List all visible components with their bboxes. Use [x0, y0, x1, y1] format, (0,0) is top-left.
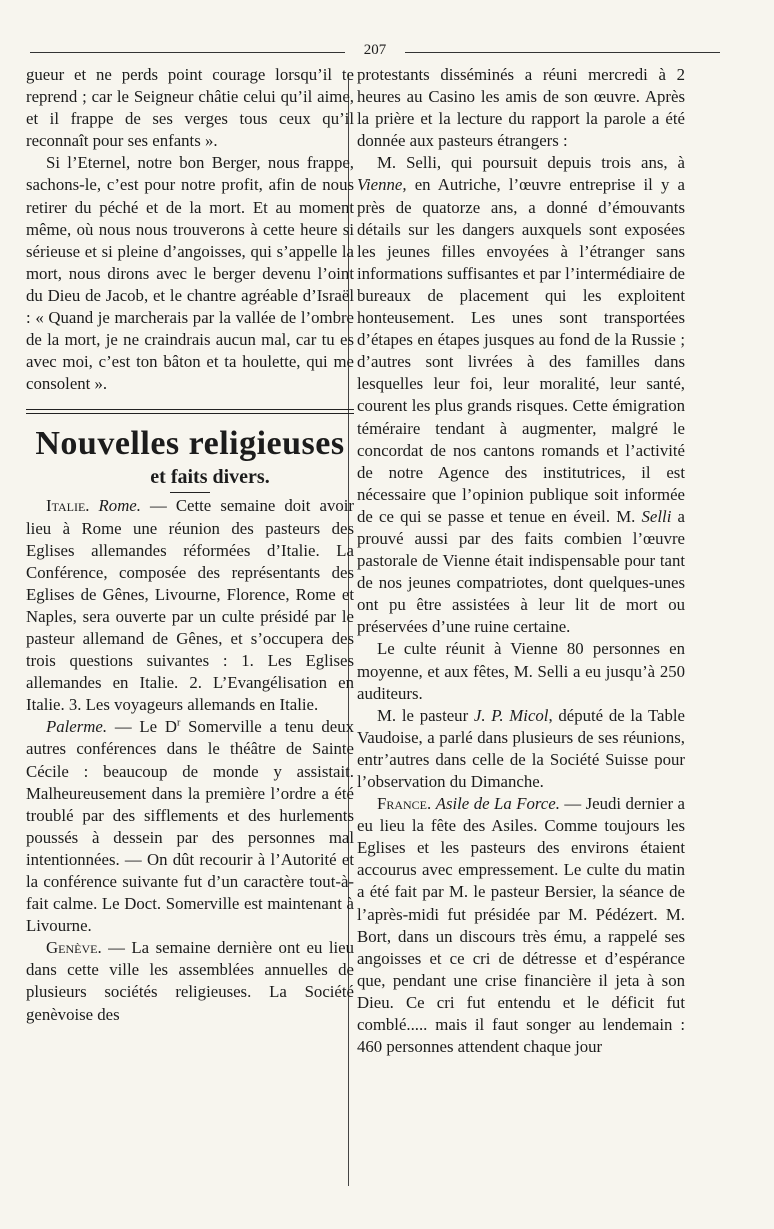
news-palerme [26, 716, 354, 937]
left-column [26, 64, 354, 1026]
selli-text-c: a prouvé aussi par des faits combien l’œuvre pastorale de Vienne était indispensable pour tant de nos jeunes compatriotes, dont quelques-unes ont pu être assistées à leur lit de mort ou préservées d’une ruine certaine. [357, 506, 685, 637]
news-france [357, 793, 685, 1058]
paragraph-continuation: gueur et ne perds point courage lorsqu’il te reprend ; car le Seigneur châtie celui qu’il aime, et il frappe de ses verges tous ceux qu’il reconnaît pour ses enfants ». [26, 65, 354, 151]
selli-text-b: en Autriche, l’œuvre entreprise il y a près de quatorze ans, a donné d’émouvants détails sur les dangers auxquels sont exposées les jeunes filles envoyées à l’étranger sans informations suffisantes et par l’intermédiaire de bureaux de placement qui les exploitent honteusement. Les unes sont transportées d’étapes en étapes jusques au fond de la Russie ; d’autres sont livrées à des familles dans lesquelles leur foi, leur moralité, leur santé, courent les plus grands risques. Cette émigration téméraire tendant à augmenter, malgré le concordat de nos cantons romands et l’activité de notre Agence des institutrices, il est nécessaire que l’opinion publique soit informée de ce qui se passe et tenue en éveil. M. [357, 175, 685, 526]
paragraph-eternel: Si l’Eternel, notre bon Berger, nous frappe, sachons-le, c’est pour notre profit, afin de nous retirer du péché et de la mort. Et au moment même, où nous nous trouverons à cette heure si sérieuse et si pleine d’angoisses, qui s’appelle la mort, nous dirons avec le berger devenu l’oint du Dieu de Jacob, et le chantre agréable d’Israël : « Quand je marcherais par la vallée de l’ombre de la mort, je ne craindrais aucun mal, car tu es avec moi, c’est ton bâton et ta houlette, qui me consolent ». [26, 153, 354, 394]
section-separator [26, 409, 354, 414]
news-geneve [26, 937, 354, 1025]
micol-text-a: M. le pasteur [377, 705, 474, 725]
right-column [357, 64, 685, 1058]
header-rule-right [405, 52, 720, 53]
header-rule-left [30, 52, 345, 53]
section-title: Nouvelles religieuses [35, 425, 345, 463]
micol-name: J. P. Micol [473, 705, 549, 725]
selli-name: M. Selli [377, 153, 437, 173]
country-label-italie: Italie. [46, 496, 90, 516]
place-vienne: Vienne, [357, 175, 407, 195]
news-palerme-text-a: — Le D [107, 717, 177, 737]
section-subtitle: et faits divers. [150, 466, 270, 489]
place-asile-la-force: Asile de La Force. [435, 794, 560, 814]
news-italie-text: — Cette semaine doit avoir lieu à Rome une réunion des pasteurs des Eglises allemandes réformées d’Italie. La Conférence, composée des représentants des Eglises de Gênes, Livourne, Florence, Rome et Naples, sera ouverte par un culte présidé par le pasteur allemand de Gênes, et s’occupera des trois questions suivantes : 1. Les Eglises allemandes en Italie. 2. L’Evangélisation en Italie. 3. Les voyageurs allemands en Italie. [26, 496, 354, 715]
selli-name-2: Selli [641, 506, 672, 526]
news-palerme-sup: r [176, 717, 181, 729]
place-palerme: Palerme. [46, 717, 108, 737]
selli-text-a: , qui poursuit depuis trois ans, à [436, 153, 685, 173]
country-label-geneve: Genève. [46, 938, 102, 958]
page-number: 207 [363, 42, 387, 58]
micol-text-b: , député de la Table Vaudoise, a parlé dans plusieurs de ses réunions, entr’autres dans celle de la Société Suisse pour l’observation du Dimanche. [357, 705, 685, 791]
paragraph-protestants: protestants disséminés a réuni mercredi à 2 heures au Casino les amis de son œuvre. Après la prière et la lecture du rapport la parole a été donnée aux pasteurs étrangers : [357, 65, 685, 151]
paragraph-culte: Le culte réunit à Vienne 80 personnes en moyenne, et aux fêtes, M. Selli a eu jusqu’à 250 auditeurs. [357, 639, 685, 703]
news-geneve-text: — La semaine dernière ont eu lieu dans cette ville les assemblées annuelles de plusieurs sociétés religieuses. La Société genèvoise des [26, 938, 354, 1024]
running-head [30, 44, 720, 60]
separator-rule-thick [26, 409, 354, 410]
country-label-france: France. [377, 794, 432, 814]
news-palerme-text-b: Somerville a tenu deux autres conférences dans le théâtre de Sainte Cécile : beaucoup de monde y assistait. Malheureusement dans la première l’ordre a été troublé par des sifflements et des hurlements poussés à dessein par des personnes mal intentionnées. — On dût recourir à l’Autorité et la conférence suivante fut d’un caractère tout-à-fait calme. Le Doct. Somerville est maintenant à Livourne. [26, 717, 354, 936]
separator-rule-thin [26, 413, 354, 414]
paragraph-micol [357, 705, 685, 793]
paragraph-selli [357, 152, 685, 638]
news-italie [26, 495, 354, 716]
place-rome: Rome. [98, 496, 141, 516]
subtitle-rule [170, 492, 210, 493]
news-france-text: — Jeudi dernier a eu lieu la fête des Asiles. Comme toujours les Eglises et les pasteurs des environs étaient accourus avec empressement. Le culte du matin a été fait par M. le pasteur Bersier, la séance de l’après-midi fut présidée par M. Pédézert. M. Bort, dans un discours très ému, a rappelé ses angoisses et ce cri de détresse et d’espérance que, pendant une crise financière il jeta à son Dieu. Ce cri fut entendu et le déficit fut comblé..... mais il faut songer au lendemain : 460 personnes attendent chaque jour [357, 794, 686, 1057]
